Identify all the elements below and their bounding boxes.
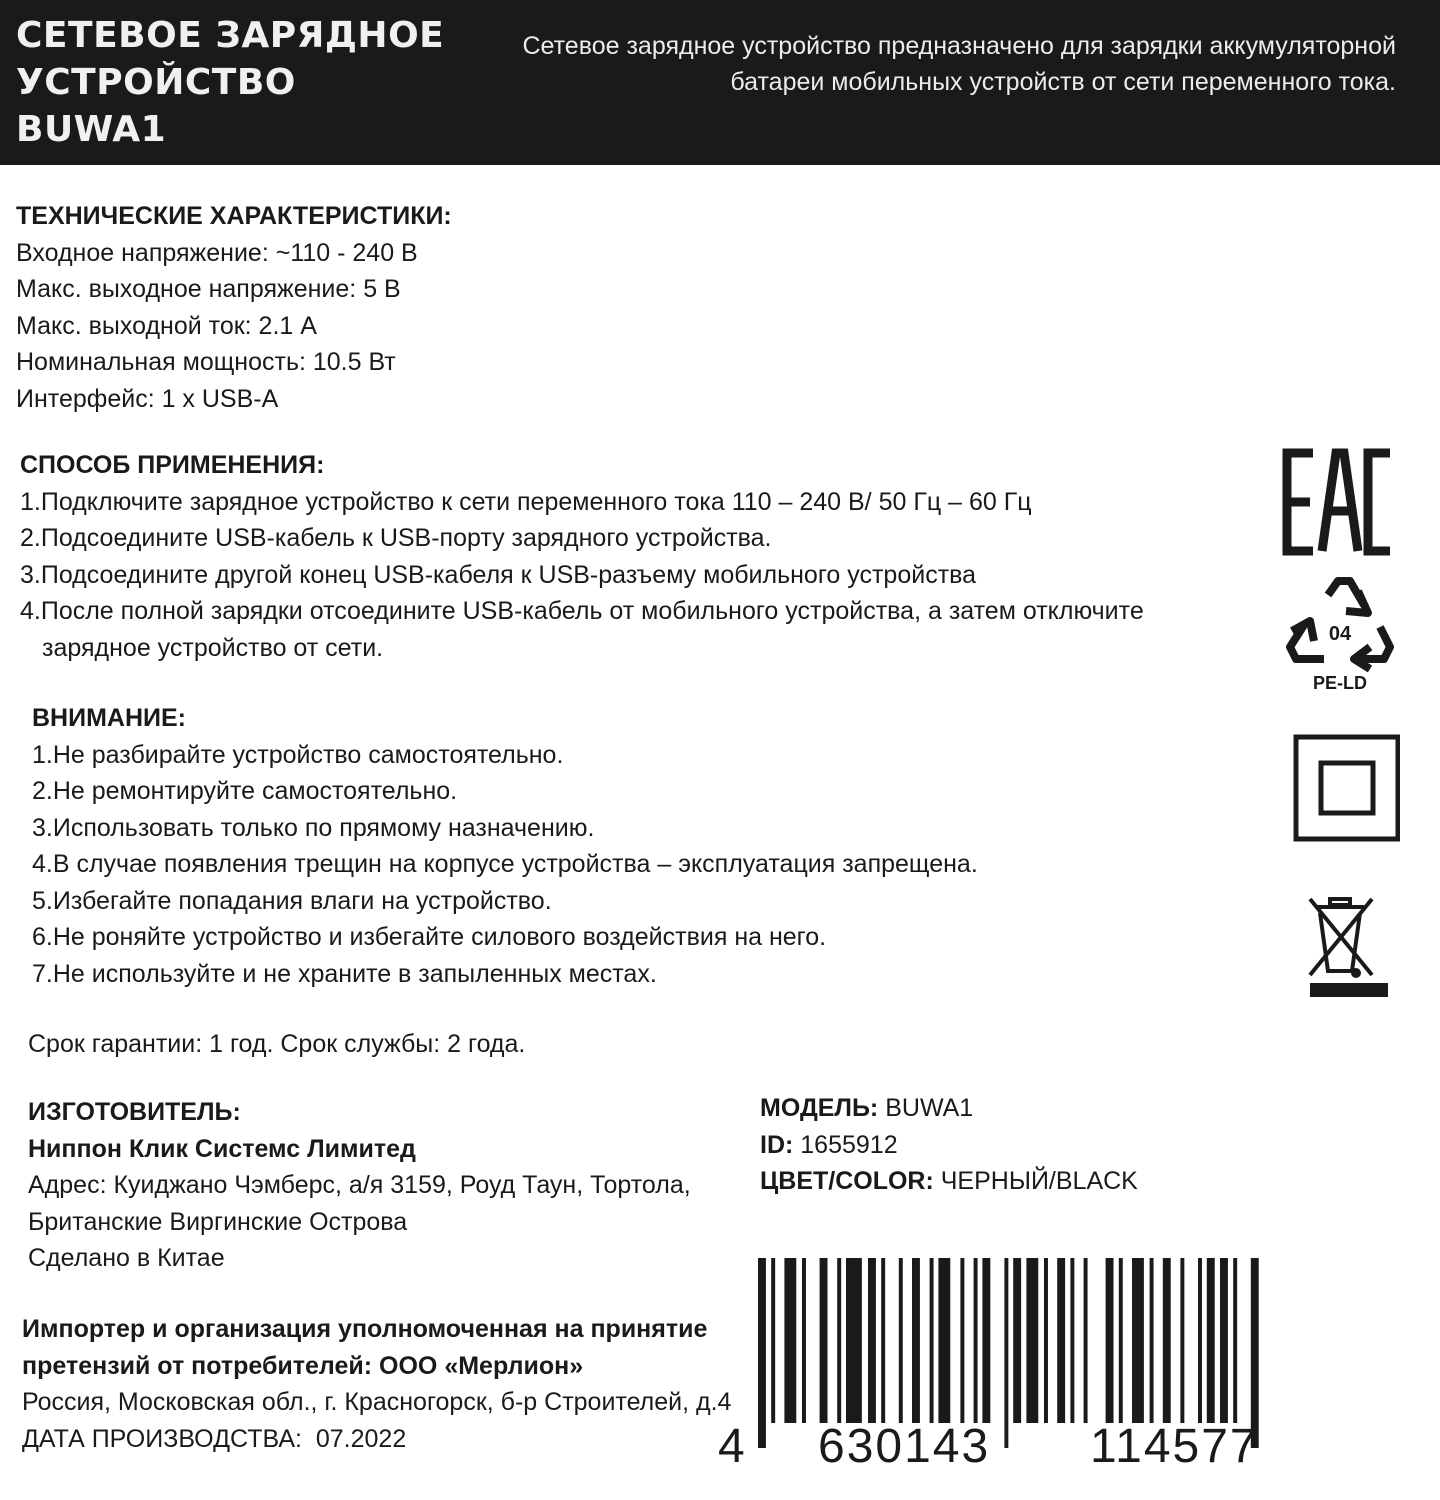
color-row (760, 1163, 1138, 1200)
barcode-bar (1233, 1258, 1237, 1423)
color-label: ЦВЕТ/COLOR: (760, 1167, 934, 1195)
spec-item: Макс. выходной ток: 2.1 А (16, 311, 317, 340)
barcode (718, 1258, 1278, 1488)
barcode-bar (1057, 1258, 1065, 1423)
barcode-bar (771, 1258, 775, 1423)
barcode-bar (1220, 1258, 1228, 1423)
barcode-bar (802, 1258, 806, 1423)
barcode-bar (1119, 1258, 1123, 1423)
barcode-bar (1070, 1258, 1074, 1423)
production-date-value: 07.2022 (315, 1424, 407, 1453)
recycle-code: 04 (1328, 623, 1352, 645)
usage-item: зарядное устройство от сети. (42, 633, 384, 662)
specs-heading: ТЕХНИЧЕСКИЕ ХАРАКТЕРИСТИКИ: (16, 202, 452, 230)
manufacturer-section (28, 1094, 691, 1277)
spec-item: Входное напряжение: ~110 - 240 В (16, 238, 418, 267)
title-line-2: УСТРОЙСТВО (16, 62, 296, 103)
id-value: 1655912 (800, 1130, 898, 1159)
importer-line: претензий от потребителей: ООО «Мерлион» (22, 1351, 584, 1380)
barcode-bar (846, 1258, 862, 1423)
title-line-3: BUWA1 (16, 109, 167, 150)
recycle-icon (1280, 573, 1400, 698)
barcode-bar (1044, 1258, 1048, 1423)
barcode-bar (1150, 1258, 1154, 1423)
barcode-bar (938, 1258, 950, 1423)
barcode-digits-left: 630143 (818, 1420, 991, 1473)
barcode-bar (1004, 1258, 1008, 1448)
barcode-digit-first: 4 (718, 1420, 747, 1473)
production-date-label: ДАТА ПРОИЗВОДСТВА: (22, 1424, 302, 1453)
warning-section (32, 700, 978, 992)
barcode-bar (960, 1258, 964, 1423)
header-band (0, 0, 1440, 165)
barcode-bar (982, 1258, 990, 1423)
barcode-bar (1013, 1258, 1021, 1423)
spec-item: Номинальная мощность: 10.5 Вт (16, 348, 396, 376)
warning-item: 7.Не используйте и не храните в запыленных местах. (32, 959, 657, 988)
manufacturer-address: Британские Виргинские Острова (28, 1207, 408, 1236)
usage-item: 2.Подсоедините USB-кабель к USB-порту зарядного устройства. (20, 524, 772, 552)
warning-item: 2.Не ремонтируйте самостоятельно. (32, 777, 458, 805)
warning-item: 6.Не роняйте устройство и избегайте силового воздействия на него. (32, 923, 827, 951)
barcode-bar (930, 1258, 934, 1423)
barcode-bar (1084, 1258, 1088, 1423)
product-info (760, 1090, 1138, 1200)
barcode-bar (881, 1258, 885, 1423)
warning-item: 5.Избегайте попадания влаги на устройство. (32, 886, 552, 915)
model-label: МОДЕЛЬ: (760, 1094, 879, 1122)
barcode-digits-right: 114577 (1090, 1420, 1259, 1473)
warning-item: 4.В случае появления трещин на корпусе устройства – эксплуатация запрещена. (32, 850, 978, 878)
importer-address: Россия, Московская обл., г. Красногорск, б-р Строителей, д.4 (22, 1388, 732, 1416)
product-title (16, 12, 444, 153)
color-value: ЧЕРНЫЙ/BLACK (940, 1167, 1138, 1195)
production-date (22, 1421, 731, 1458)
spec-item: Макс. выходное напряжение: 5 В (16, 275, 401, 303)
barcode-bar (758, 1258, 766, 1448)
usage-item: 1.Подключите зарядное устройство к сети переменного тока 110 – 240 В/ 50 Гц – 60 Гц (20, 487, 1032, 516)
id-row (760, 1127, 1138, 1164)
intro-text: Сетевое зарядное устройство предназначено для зарядки аккумуляторной батареи мобильных устройств от сети переменного тока. (522, 32, 1396, 96)
barcode-bar (974, 1258, 978, 1423)
model-value: BUWA1 (885, 1094, 974, 1122)
barcode-bar (1198, 1258, 1202, 1423)
model-row (760, 1090, 1138, 1127)
recycle-material: PE-LD (1313, 673, 1367, 693)
barcode-bar (1026, 1258, 1038, 1423)
barcode-bar (1163, 1258, 1171, 1423)
title-line-1: СЕТЕВОЕ ЗАРЯДНОЕ (16, 15, 445, 56)
warranty-text: Срок гарантии: 1 год. Срок службы: 2 года. (28, 1030, 526, 1058)
double-insulation-icon (1280, 733, 1400, 843)
barcode-bar (1106, 1258, 1114, 1423)
usage-item: 3.Подсоедините другой конец USB-кабеля к USB-разъему мобильного устройства (20, 560, 977, 589)
eac-mark-icon (1280, 445, 1400, 560)
barcode-bar (1180, 1258, 1184, 1423)
warning-item: 1.Не разбирайте устройство самостоятельно. (32, 740, 564, 769)
barcode-bar (912, 1258, 920, 1423)
usage-section (20, 447, 1144, 666)
manufacturer-address: Адрес: Куиджано Чэмберс, а/я 3159, Роуд Таун, Тортола, (28, 1171, 691, 1199)
id-label: ID: (760, 1130, 794, 1159)
usage-item: 4.После полной зарядки отсоедините USB-кабель от мобильного устройства, а затем отключите (20, 597, 1144, 625)
barcode-bar (868, 1258, 876, 1423)
warning-heading: ВНИМАНИЕ: (32, 704, 186, 732)
barcode-bar (820, 1258, 828, 1423)
spec-item: Интерфейс: 1 х USB-A (16, 384, 279, 413)
specs-section (16, 198, 452, 417)
manufacturer-heading: ИЗГОТОВИТЕЛЬ: (28, 1098, 241, 1126)
barcode-bar (837, 1258, 841, 1423)
crossed-bin-icon (1280, 893, 1400, 1008)
warning-item: 3.Использовать только по прямому назначению. (32, 813, 595, 842)
barcode-bar (1207, 1258, 1215, 1423)
barcode-bar (784, 1258, 796, 1423)
barcode-bar (899, 1258, 903, 1423)
importer-line: Импортер и организация уполномоченная на принятие (22, 1315, 708, 1343)
usage-heading: СПОСОБ ПРИМЕНЕНИЯ: (20, 451, 325, 479)
manufacturer-name: Ниппон Клик Системс Лимитед (28, 1134, 416, 1163)
importer-section (22, 1311, 731, 1457)
manufacturer-origin: Сделано в Китае (28, 1244, 225, 1272)
barcode-bar (1132, 1258, 1144, 1423)
